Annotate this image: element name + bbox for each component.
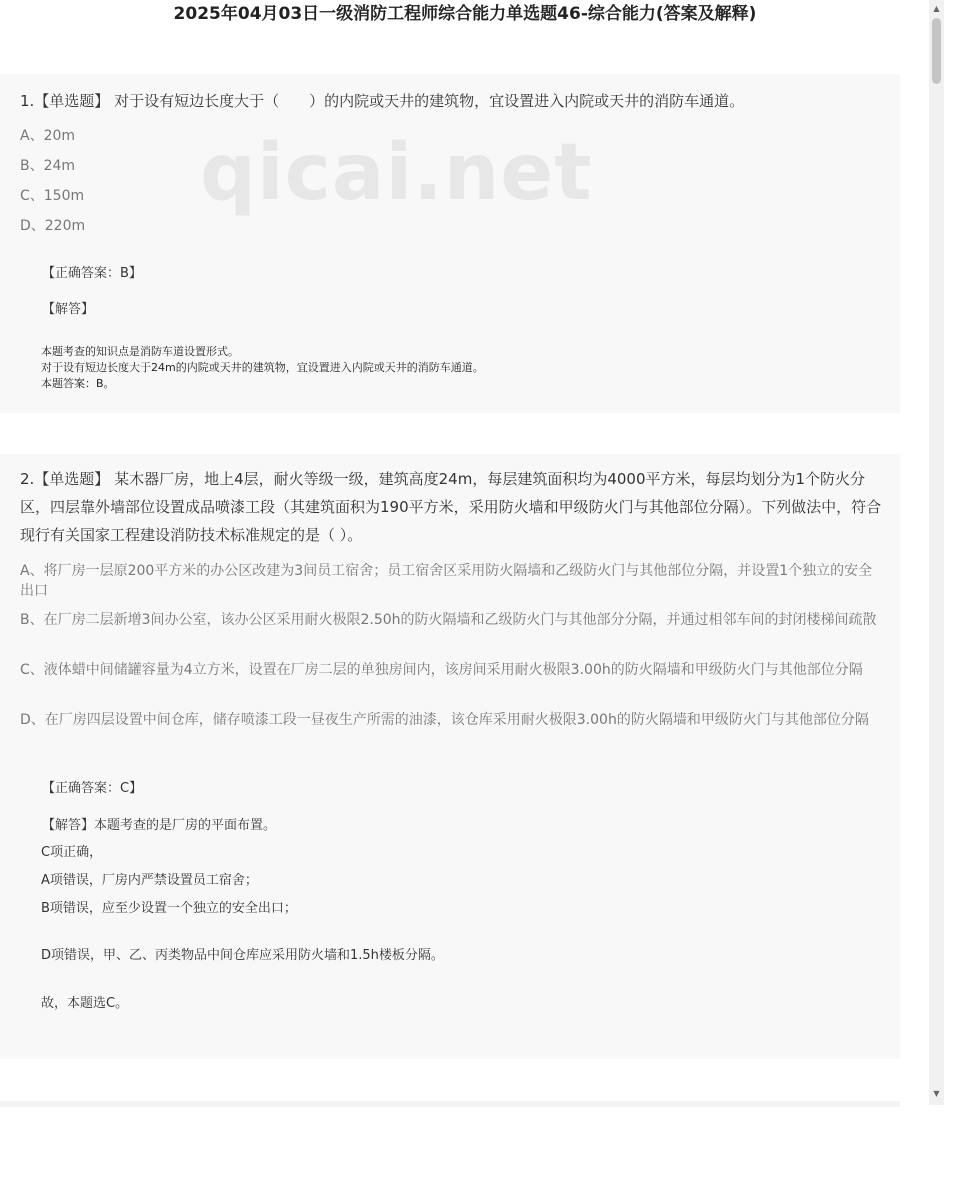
page-title: 2025年04月03日一级消防工程师综合能力单选题46-综合能力(答案及解释) xyxy=(173,4,757,24)
explanation-line: A项错误，厂房内严禁设置员工宿舍； xyxy=(41,873,258,888)
watermark: qicai.net xyxy=(200,128,593,218)
option-d[interactable]: D、在厂房四层设置中间仓库，储存喷漆工段一昼夜生产所需的油漆，该仓库采用耐火极限3.00h的防火隔墙和甲级防火门与其他部位分隔 xyxy=(20,712,869,728)
question-stem: 2.【单选题】 某木器厂房，地上4层，耐火等级一级，建筑高度24m，每层建筑面积均为4000平方米，每层均划分为1个防火分区，四层靠外墙部位设置成品喷漆工段（其建筑面积为190平方米，采用防火墙和甲级防火门与其他部位分隔）。下列做法中，符合现行有关国家工程建设消防技术标准规定的是（ ）。 xyxy=(20,470,882,544)
option-d[interactable]: D、220m xyxy=(20,218,86,234)
explanation-line: C项正确， xyxy=(41,845,103,860)
explanation-line: 本题考查的知识点是消防车道设置形式。 xyxy=(41,345,239,358)
question-stem: 1.【单选题】 对于设有短边长度大于（ ）的内院或天井的建筑物，宜设置进入内院或天井的消防车通道。 xyxy=(20,92,745,110)
option-c[interactable]: C、液体蜡中间储罐容量为4立方米，设置在厂房二层的单独房间内，该房间采用耐火极限3.00h的防火隔墙和甲级防火门与其他部位分隔 xyxy=(20,662,863,678)
scroll-up-icon[interactable]: ▲ xyxy=(933,4,940,13)
correct-answer: 【正确答案：B】 xyxy=(42,266,142,281)
explanation-line: 对于设有短边长度大于24m的内院或天井的建筑物，宜设置进入内院或天井的消防车通道。 xyxy=(41,361,484,374)
vertical-scrollbar[interactable] xyxy=(929,0,944,1105)
explanation-label: 【解答】本题考查的是厂房的平面布置。 xyxy=(42,818,277,833)
explanation-line: B项错误，应至少设置一个独立的安全出口； xyxy=(41,901,297,916)
explanation-line: 本题答案：B。 xyxy=(41,377,115,390)
question-card-2 xyxy=(0,454,900,1059)
correct-answer: 【正确答案：C】 xyxy=(42,781,143,796)
option-b[interactable]: B、在厂房二层新增3间办公室，该办公区采用耐火极限2.50h的防火隔墙和乙级防火门与其他部分分隔，并通过相邻车间的封闭楼梯间疏散 xyxy=(20,612,877,628)
explanation-label: 【解答】 xyxy=(42,302,95,317)
option-b[interactable]: B、24m xyxy=(20,158,76,174)
explanation-line: 故，本题选C。 xyxy=(41,996,129,1011)
option-a[interactable]: A、20m xyxy=(20,128,76,144)
explanation-line: D项错误，甲、乙、丙类物品中间仓库应采用防火墙和1.5h楼板分隔。 xyxy=(41,948,444,963)
option-c[interactable]: C、150m xyxy=(20,188,85,204)
next-card-edge xyxy=(0,1101,900,1107)
question-card-1 xyxy=(0,74,900,413)
option-a[interactable]: A、将厂房一层原200平方米的办公区改建为3间员工宿舍；员工宿舍区采用防火隔墙和乙级防火门与其他部位分隔，并设置1个独立的安全出口 xyxy=(20,563,873,599)
scroll-thumb[interactable] xyxy=(932,18,941,84)
scroll-down-icon[interactable]: ▼ xyxy=(933,1089,940,1098)
